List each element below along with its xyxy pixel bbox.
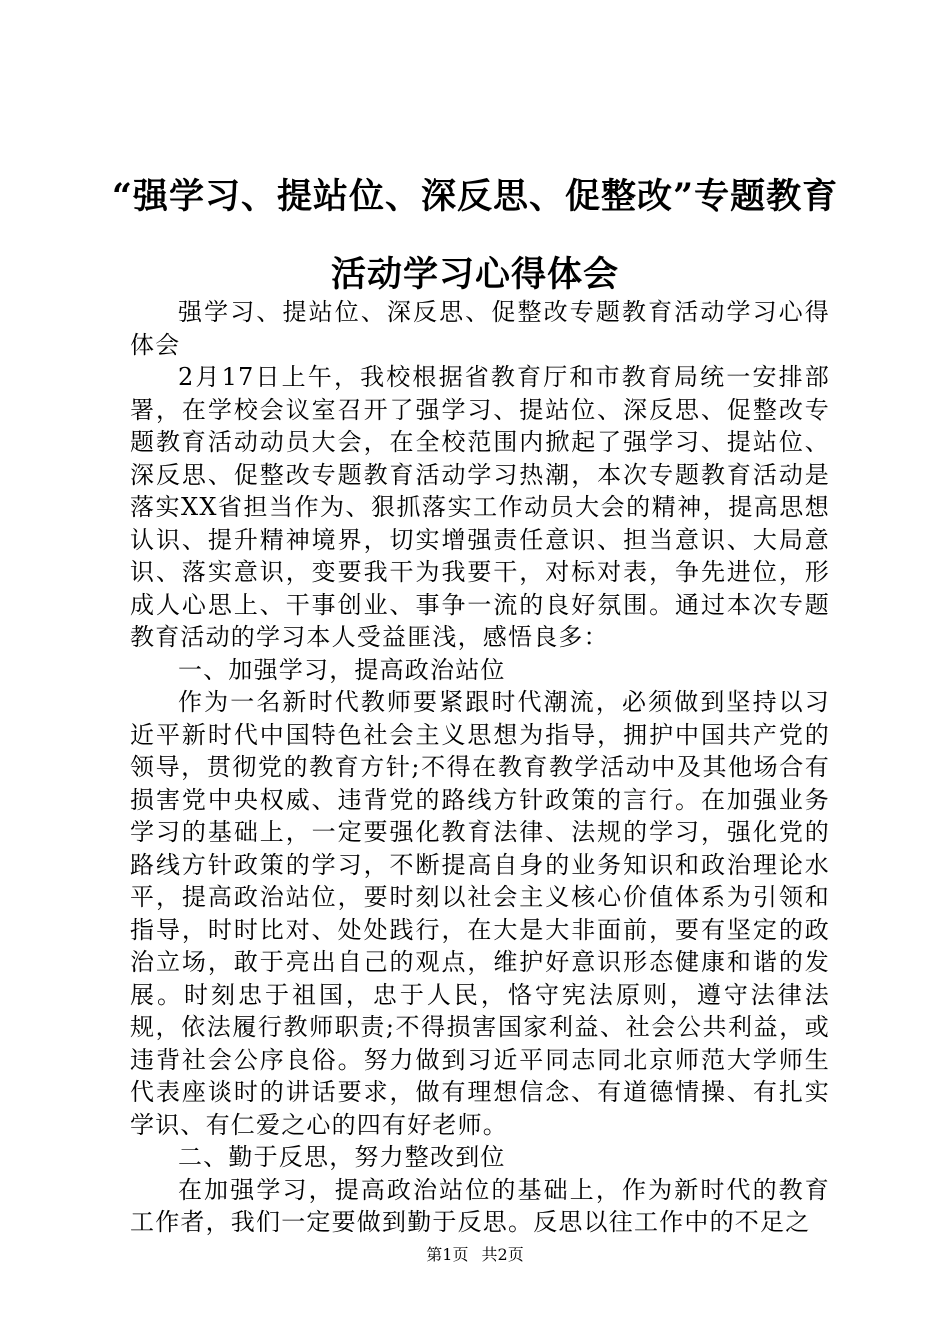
- section-1-paragraph: 作为一名新时代教师要紧跟时代潮流，必须做到坚持以习近平新时代中国特色社会主义思想为指导，拥护中国共产党的领导，贯彻党的教育方针;不得在教育教学活动中及其他场合有损害党中央权威、违背党的路线方针政策的言行。在加强业务学习的基础上，一定要强化教育法律、法规的学习，强化党的路线方针政策的学习，不断提高自身的业务知识和政治理论水平，提高政治站位，要时刻以社会主义核心价值体系为引领和指导，时时比对、处处践行，在大是大非面前，要有坚定的政治立场，敢于亮出自己的观点，维护好意识形态健康和谐的发展。时刻忠于祖国，忠于人民，恪守宪法原则，遵守法律法规，依法履行教师职责;不得损害国家利益、社会公共利益，或违背社会公序良俗。努力做到习近平同志同北京师范大学师生代表座谈时的讲话要求，做有理想信念、有道德情操、有扎实学识、有仁爱之心的四有好老师。: [130, 688, 830, 1139]
- section-heading-2: 二、勤于反思，努力整改到位: [178, 1143, 506, 1171]
- section-heading-1: 一、加强学习，提高政治站位: [178, 655, 506, 684]
- page-number: 第1页: [426, 1245, 469, 1264]
- page-total: 共2页: [481, 1245, 524, 1264]
- document-title: “强学习、提站位、深反思、促整改”专题教育活动学习心得体会: [111, 176, 839, 295]
- intro-title-paragraph: 强学习、提站位、深反思、促整改专题教育活动学习心得体会: [130, 298, 830, 359]
- page-footer: [0, 1245, 950, 1265]
- document-body: [130, 296, 830, 1239]
- section-2-paragraph: 在加强学习，提高政治站位的基础上，作为新时代的教育工作者，我们一定要做到勤于反思。反思以往工作中的不足之: [130, 1175, 830, 1236]
- background-paragraph: 2月17日上午，我校根据省教育厅和市教育局统一安排部署，在学校会议室召开了强学习、提站位、深反思、促整改专题教育活动动员大会，在全校范围内掀起了强学习、提站位、深反思、促整改专题教育活动学习热潮，本次专题教育活动是落实XX省担当作为、狠抓落实工作动员大会的精神，提高思想认识、提升精神境界，切实增强责任意识、担当意识、大局意识、落实意识，变要我干为我要干，对标对表，争先进位，形成人心思上、干事创业、事争一流的良好氛围。通过本次专题教育活动的学习本人受益匪浅，感悟良多：: [130, 363, 830, 651]
